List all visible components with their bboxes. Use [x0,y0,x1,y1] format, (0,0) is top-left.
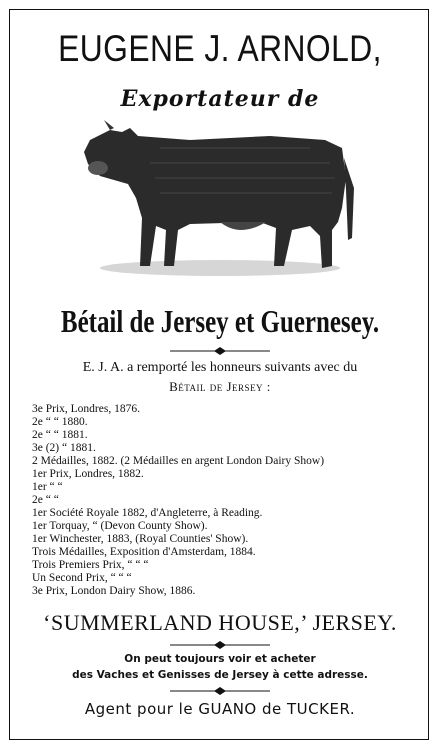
honour-item: 1er Torquay, “ (Devon County Show). [32,520,208,532]
honour-item: 2 Médailles, 1882. (2 Médailles en argent London Dairy Show) [32,455,325,467]
jersey-cow-illustration [70,118,370,288]
honour-item: 3e (2) “ 1881. [32,442,96,454]
advertiser-name: EUGENE J. ARNOLD, [58,28,382,69]
honour-item: Trois Médailles, Exposition d'Amsterdam, 1884. [32,546,256,558]
honour-item: Un Second Prix, “ “ “ [32,572,132,584]
honour-item: 1er Prix, Londres, 1882. [32,468,144,480]
intro-line: E. J. A. a remporté les honneurs suivants avec du [82,360,358,375]
ornamental-divider [170,686,270,696]
notice-line: des Vaches et Genisses de Jersey à cette adresse. [72,669,368,681]
honour-item: 1er “ “ [32,481,63,493]
honour-item: Trois Premiers Prix, “ “ “ [32,559,149,571]
notice-line: On peut toujours voir et acheter [124,653,316,665]
honour-item: 2e “ “ 1881. [32,429,88,441]
honour-item: 2e “ “ [32,494,59,506]
livestock-heading: Bétail de Jersey et Guernesey. [60,303,380,339]
house-address: ‘SUMMERLAND HOUSE,’ JERSEY. [43,610,397,635]
intro-line-cattle: Bétail de Jersey : [169,379,271,394]
honour-item: 3e Prix, Londres, 1876. [32,403,140,415]
ornamental-divider [170,346,270,356]
honour-item: 2e “ “ 1880. [32,416,88,428]
agent-line: Agent pour le GUANO de TUCKER. [84,700,356,718]
ornamental-divider [170,640,270,650]
honour-item: 1er Winchester, 1883, (Royal Counties' Show). [32,533,249,545]
exporter-label: Exportateur de [120,86,320,112]
honour-item: 3e Prix, London Dairy Show, 1886. [32,585,196,597]
honour-item: 1er Société Royale 1882, d'Angleterre, à Reading. [32,507,263,519]
